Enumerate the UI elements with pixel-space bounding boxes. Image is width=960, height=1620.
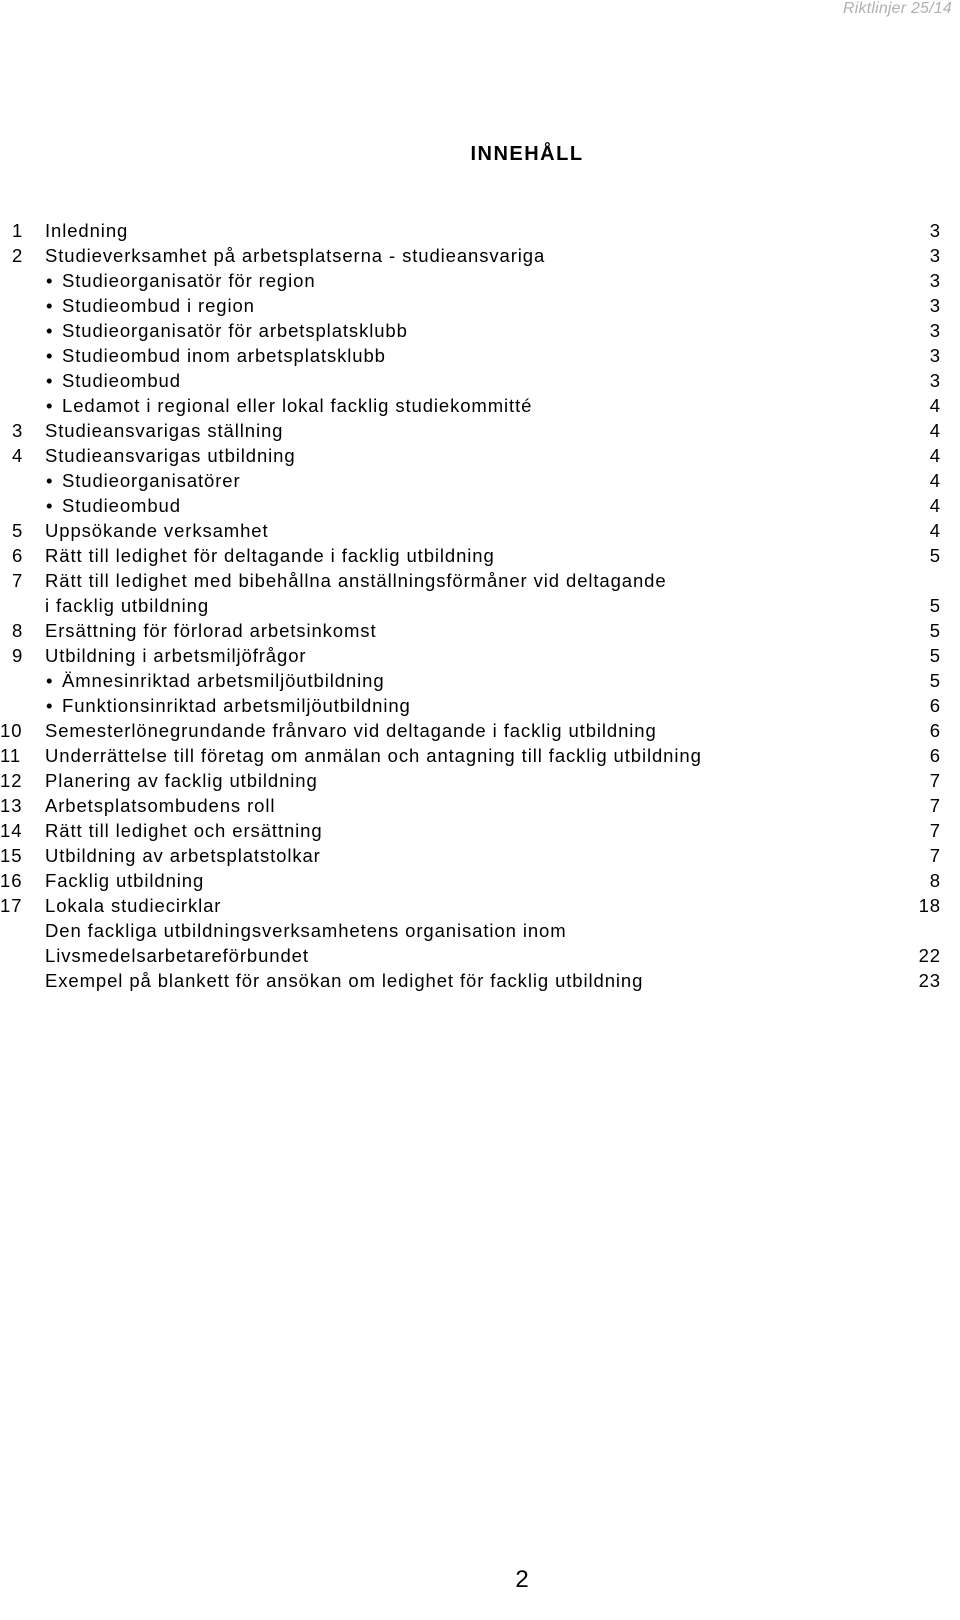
toc-entry xyxy=(0,968,960,993)
toc-entry-page: 23 xyxy=(918,970,941,991)
toc-entry-page: 7 xyxy=(929,845,941,866)
toc-entry xyxy=(0,643,960,668)
toc-entry-number: 17 xyxy=(0,895,23,916)
toc-entry-title: Ersättning för förlorad arbetsinkomst xyxy=(45,620,377,641)
toc-entry-page: 7 xyxy=(929,770,941,791)
bullet-icon: • xyxy=(46,345,54,366)
toc-entry-page: 3 xyxy=(929,245,941,266)
toc-entry-page: 5 xyxy=(929,620,941,641)
toc-entry-page: 3 xyxy=(929,295,941,316)
toc-entry-title: Facklig utbildning xyxy=(45,870,205,891)
toc-entry-title: Planering av facklig utbildning xyxy=(45,770,318,791)
toc-entry xyxy=(0,843,960,868)
toc-entry xyxy=(0,218,960,243)
toc-entry-title: Studieombud xyxy=(62,370,181,391)
toc-entry xyxy=(0,743,960,768)
toc-entry-page: 7 xyxy=(929,820,941,841)
toc-entry xyxy=(0,418,960,443)
toc-entry xyxy=(0,443,960,468)
toc-entry-title: Lokala studiecirklar xyxy=(45,895,222,916)
bullet-icon: • xyxy=(46,695,54,716)
toc-entry-page: 18 xyxy=(918,895,941,916)
toc-entry-title: Studieansvarigas utbildning xyxy=(45,445,296,466)
toc-entry xyxy=(0,468,960,493)
toc-entry-number: 4 xyxy=(12,445,24,466)
toc-entry xyxy=(0,693,960,718)
toc-title: INNEHÅLL xyxy=(470,143,584,165)
toc-entry xyxy=(0,493,960,518)
toc-entry xyxy=(0,768,960,793)
toc-entry-title: Studieorganisatör för region xyxy=(62,270,316,291)
toc-entry-title: Den fackliga utbildningsverksamhetens organisation inom xyxy=(45,920,567,941)
toc-entry-number: 7 xyxy=(12,570,24,591)
toc-entry-number: 11 xyxy=(0,745,22,766)
toc-entry-page: 6 xyxy=(929,745,941,766)
bullet-icon: • xyxy=(46,370,54,391)
toc-entry-number: 13 xyxy=(0,795,23,816)
toc-entry-number: 15 xyxy=(0,845,23,866)
toc-entry-number: 10 xyxy=(0,720,23,741)
toc-entry-page: 6 xyxy=(929,720,941,741)
toc-entry xyxy=(0,368,960,393)
toc-entry xyxy=(0,343,960,368)
toc-entry-number: 2 xyxy=(12,245,24,266)
toc-entry-number: 1 xyxy=(12,220,24,241)
toc-entry-title: Exempel på blankett för ansökan om ledighet för facklig utbildning xyxy=(45,970,644,991)
toc-entry xyxy=(0,818,960,843)
toc-entry-title: Funktionsinriktad arbetsmiljöutbildning xyxy=(62,695,411,716)
toc-entry-title: Utbildning i arbetsmiljöfrågor xyxy=(45,645,307,666)
toc-entry-title: Underrättelse till företag om anmälan och antagning till facklig utbildning xyxy=(45,745,702,766)
toc-entry-page: 3 xyxy=(929,370,941,391)
toc-entry-number: 6 xyxy=(12,545,24,566)
toc-entry-page: 22 xyxy=(918,945,941,966)
toc-entry-number: 16 xyxy=(0,870,23,891)
toc-entry-page: 4 xyxy=(929,520,941,541)
toc-entry-title: Rätt till ledighet och ersättning xyxy=(45,820,323,841)
toc-entry-title: Studieombud inom arbetsplatsklubb xyxy=(62,345,386,366)
toc-entry-page: 4 xyxy=(929,470,941,491)
toc-entry xyxy=(0,293,960,318)
toc-entry-page: 3 xyxy=(929,345,941,366)
table-of-contents xyxy=(0,218,960,993)
toc-entry xyxy=(0,268,960,293)
bullet-icon: • xyxy=(46,670,54,691)
toc-entry-title: Ledamot i regional eller lokal facklig studiekommitté xyxy=(62,395,533,416)
toc-entry xyxy=(0,918,960,943)
toc-entry-page: 3 xyxy=(929,270,941,291)
toc-entry-number: 3 xyxy=(12,420,24,441)
toc-entry xyxy=(0,718,960,743)
toc-entry-title: Arbetsplatsombudens roll xyxy=(45,795,276,816)
toc-entry-page: 8 xyxy=(929,870,941,891)
toc-entry-title: Studieansvarigas ställning xyxy=(45,420,284,441)
toc-entry-number: 14 xyxy=(0,820,23,841)
toc-entry xyxy=(0,393,960,418)
toc-entry-title: Rätt till ledighet med bibehållna anställningsförmåner vid deltagande xyxy=(45,570,667,591)
toc-entry-title: Studieverksamhet på arbetsplatserna - studieansvariga xyxy=(45,245,546,266)
toc-entry-page: 3 xyxy=(929,320,941,341)
toc-entry-title: Studieombud xyxy=(62,495,181,516)
bullet-icon: • xyxy=(46,295,54,316)
toc-entry-title: Studieorganisatör för arbetsplatsklubb xyxy=(62,320,408,341)
toc-entry-title: Studieombud i region xyxy=(62,295,255,316)
toc-entry-page: 7 xyxy=(929,795,941,816)
toc-entry xyxy=(0,793,960,818)
toc-entry xyxy=(0,568,960,593)
toc-entry-page: 4 xyxy=(929,420,941,441)
toc-entry xyxy=(0,318,960,343)
toc-entry-number: 8 xyxy=(12,620,24,641)
toc-entry-page: 3 xyxy=(929,220,941,241)
toc-entry xyxy=(0,518,960,543)
document-reference: Riktlinjer 25/14 xyxy=(842,0,952,17)
bullet-icon: • xyxy=(46,470,54,491)
toc-entry-title: Ämnesinriktad arbetsmiljöutbildning xyxy=(62,670,385,691)
toc-entry-title: Utbildning av arbetsplatstolkar xyxy=(45,845,321,866)
toc-entry-title: i facklig utbildning xyxy=(45,595,210,616)
toc-entry-page: 6 xyxy=(929,695,941,716)
toc-entry-page: 4 xyxy=(929,395,941,416)
toc-entry-number: 5 xyxy=(12,520,24,541)
toc-entry xyxy=(0,868,960,893)
toc-entry-title: Livsmedelsarbetareförbundet xyxy=(45,945,309,966)
toc-entry-title: Rätt till ledighet för deltagande i facklig utbildning xyxy=(45,545,495,566)
toc-entry-page: 4 xyxy=(929,445,941,466)
toc-entry xyxy=(0,543,960,568)
toc-entry-title: Studieorganisatörer xyxy=(62,470,241,491)
toc-entry-page: 5 xyxy=(929,545,941,566)
toc-entry xyxy=(0,618,960,643)
bullet-icon: • xyxy=(46,395,54,416)
toc-entry xyxy=(0,893,960,918)
toc-entry xyxy=(0,593,960,618)
toc-entry xyxy=(0,243,960,268)
bullet-icon: • xyxy=(46,270,54,291)
toc-entry-page: 5 xyxy=(929,670,941,691)
page-number: 2 xyxy=(515,1566,529,1593)
toc-entry-title: Semesterlönegrundande frånvaro vid deltagande i facklig utbildning xyxy=(45,720,657,741)
toc-entry xyxy=(0,943,960,968)
toc-entry-title: Inledning xyxy=(45,220,129,241)
toc-entry-page: 5 xyxy=(929,645,941,666)
toc-entry-number: 12 xyxy=(0,770,23,791)
toc-entry xyxy=(0,668,960,693)
bullet-icon: • xyxy=(46,320,54,341)
toc-entry-page: 4 xyxy=(929,495,941,516)
toc-entry-title: Uppsökande verksamhet xyxy=(45,520,269,541)
toc-entry-page: 5 xyxy=(929,595,941,616)
bullet-icon: • xyxy=(46,495,54,516)
toc-entry-number: 9 xyxy=(12,645,24,666)
